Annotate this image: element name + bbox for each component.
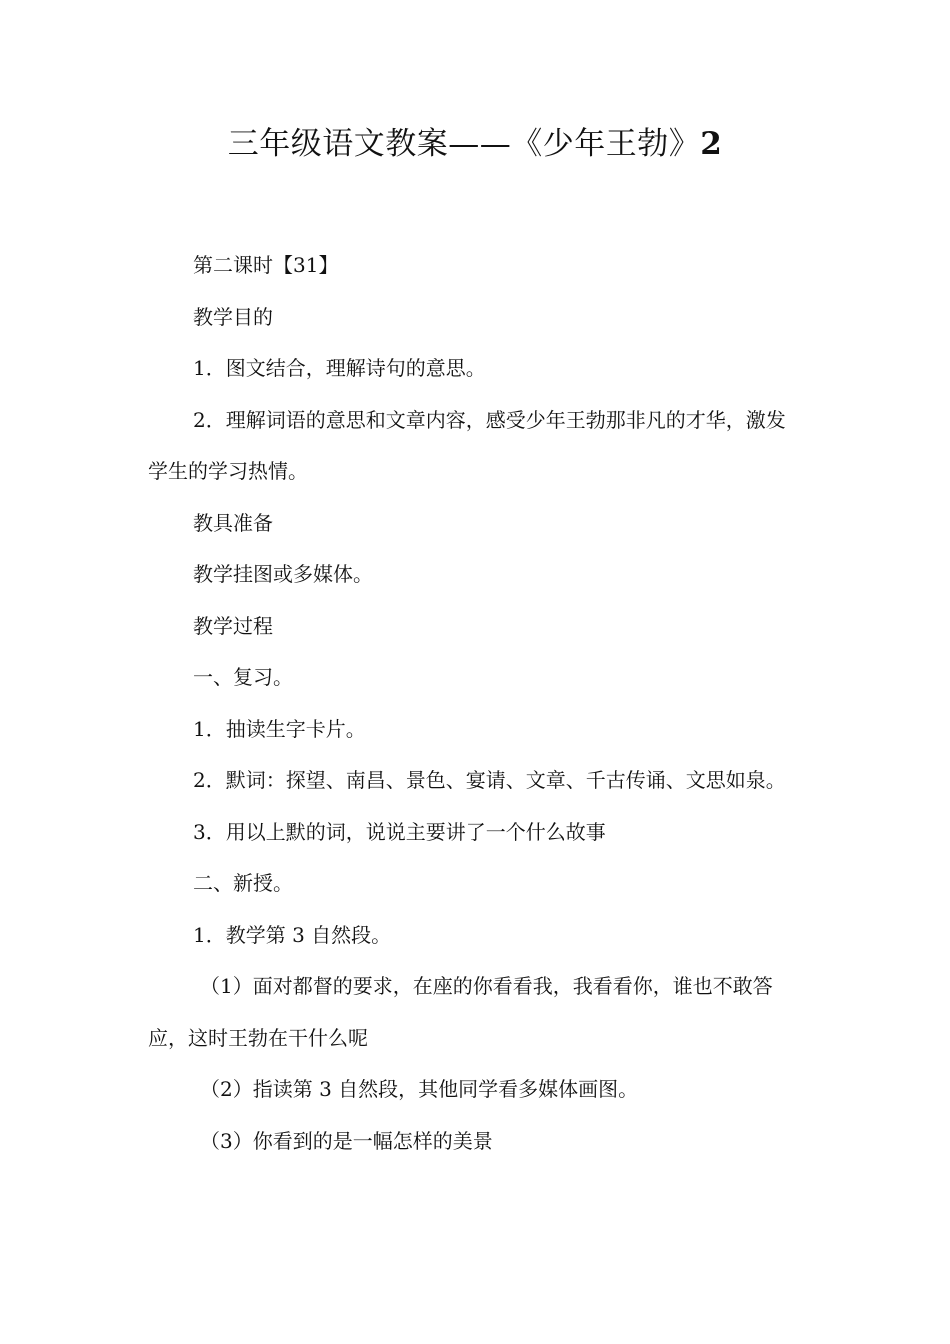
paragraph-materials: 教学挂图或多媒体。 [193,562,373,586]
paragraph-goal-2: 2．理解词语的意思和文章内容，感受少年王勃那非凡的才华，激发学生的学习热情。 [148,407,786,483]
paragraph-review-3: 3．用以上默的词，说说主要讲了一个什么故事 [193,819,606,844]
paragraph-section-review: 一、复习。 [193,665,293,689]
paragraph-heading-process: 教学过程 [193,613,273,638]
paragraph-lesson-period: 第二课时【31】 [193,253,339,277]
paragraph-heading-goals: 教学目的 [193,304,273,329]
title-number: 2 [700,126,723,162]
document-title [0,120,950,168]
paragraph-review-1: 1．抽读生字卡片。 [193,716,366,741]
paragraph-goal-1: 1．图文结合，理解诗句的意思。 [193,356,486,380]
title-text: 三年级语文教案——《少年王勃》 [227,126,701,162]
paragraph-heading-materials: 教具准备 [193,510,273,535]
paragraph-new-1-sub-3: （3）你看到的是一幅怎样的美景 [200,1128,493,1153]
paragraph-new-1-sub-2: （2）指读第 3 自然段，其他同学看多媒体画图。 [200,1077,639,1101]
paragraph-new-1-sub-1: （1）面对都督的要求，在座的你看看我，我看看你，谁也不敢答应，这时王勃在干什么呢 [148,974,773,1050]
paragraph-review-2: 2．默词：探望、南昌、景色、宴请、文章、千古传诵、文思如泉。 [193,768,786,792]
paragraph-section-new: 二、新授。 [193,871,293,895]
document-body [148,240,788,1167]
paragraph-new-1: 1．教学第 3 自然段。 [193,922,392,947]
